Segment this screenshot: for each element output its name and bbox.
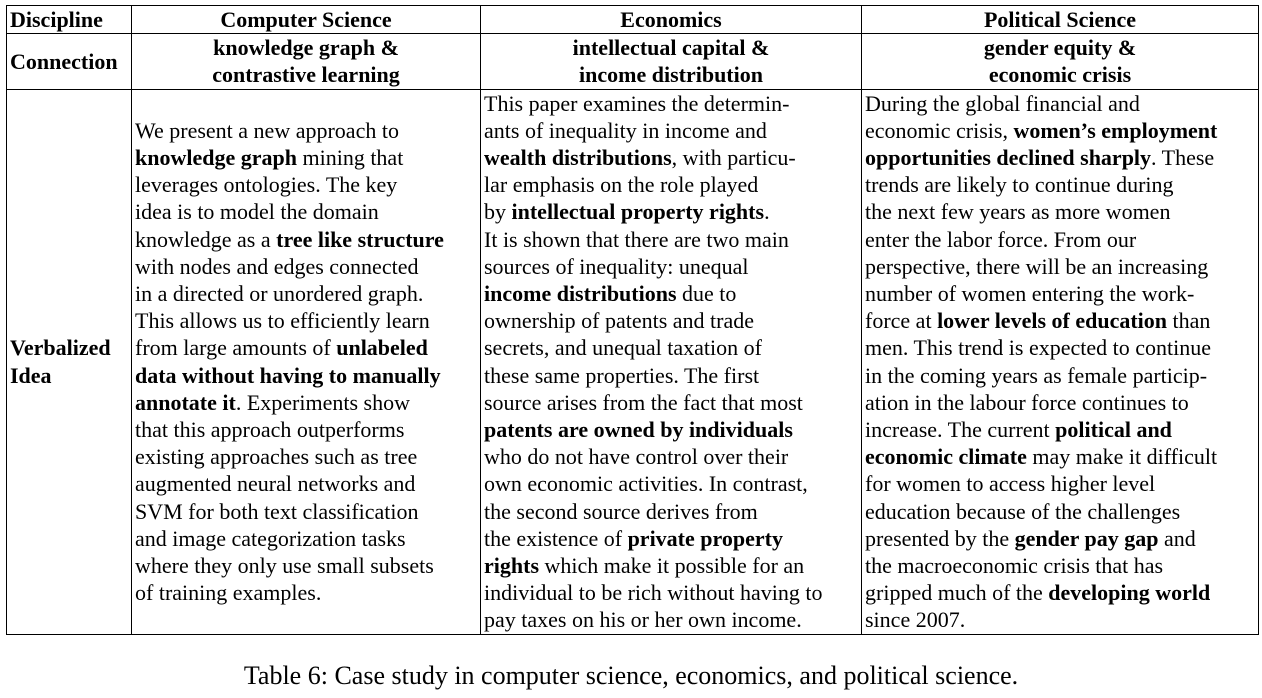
connection-line: knowledge graph & bbox=[213, 35, 399, 61]
text-run: men. This trend is expected to continue bbox=[865, 335, 1212, 361]
text-run: We present a new approach to bbox=[135, 117, 399, 143]
idea-text-line bbox=[484, 226, 858, 253]
text-run: presented by the bbox=[865, 525, 1015, 551]
text-run: may make it difficult bbox=[1026, 444, 1218, 470]
idea-text-line bbox=[484, 117, 858, 144]
idea-text-line bbox=[865, 307, 1255, 334]
text-run: from large amounts of bbox=[135, 335, 337, 361]
text-run: During the global financial and bbox=[865, 90, 1140, 116]
text-run: number of women entering the work- bbox=[865, 281, 1195, 307]
bold-phrase: tree like structure bbox=[276, 226, 444, 252]
idea-political-science bbox=[862, 89, 1259, 634]
bold-phrase: data without having to manually bbox=[135, 362, 441, 388]
text-run: in the coming years as female particip- bbox=[865, 362, 1208, 388]
idea-text-line bbox=[484, 90, 858, 117]
text-run: own economic activities. In contrast, bbox=[484, 471, 808, 497]
text-run: This paper examines the determin- bbox=[484, 90, 790, 116]
text-run: . bbox=[764, 199, 770, 225]
bold-phrase: economic climate bbox=[865, 444, 1027, 470]
text-run: due to bbox=[676, 281, 737, 307]
idea-text-line bbox=[135, 198, 477, 225]
idea-computer-science bbox=[132, 89, 481, 634]
idea-text-line bbox=[135, 362, 477, 389]
text-run: sources of inequality: unequal bbox=[484, 253, 749, 279]
text-run: and image categorization tasks bbox=[135, 525, 406, 551]
text-run: that this approach outperforms bbox=[135, 417, 405, 443]
bold-phrase: patents are owned by individuals bbox=[484, 417, 793, 443]
idea-text-line bbox=[484, 389, 858, 416]
connection-economics bbox=[481, 34, 862, 89]
verbalized-idea-row bbox=[7, 89, 1259, 634]
bold-phrase: income distributions bbox=[484, 281, 677, 307]
idea-text-line bbox=[135, 470, 477, 497]
text-run: the next few years as more women bbox=[865, 199, 1171, 225]
idea-text-line bbox=[484, 498, 858, 525]
connection-computer-science bbox=[132, 34, 481, 89]
idea-text-line bbox=[865, 416, 1255, 443]
idea-text-line bbox=[484, 253, 858, 280]
text-run: leverages ontologies. The key bbox=[135, 172, 398, 198]
text-run: mining that bbox=[296, 145, 404, 170]
idea-text-line bbox=[865, 280, 1255, 307]
idea-text-line bbox=[865, 470, 1255, 497]
idea-text-line bbox=[484, 171, 858, 198]
text-run: idea is to model the domain bbox=[135, 199, 379, 225]
idea-text-line bbox=[135, 334, 477, 361]
idea-text-line bbox=[865, 525, 1255, 552]
blank-line bbox=[135, 90, 477, 117]
text-run: who do not have control over their bbox=[484, 444, 789, 470]
idea-text-line bbox=[135, 443, 477, 470]
text-run: augmented neural networks and bbox=[135, 471, 416, 497]
text-run: and bbox=[1158, 525, 1196, 551]
connection-line: economic crisis bbox=[988, 62, 1132, 88]
bold-phrase: developing world bbox=[1048, 580, 1211, 606]
text-run: SVM for both text classification bbox=[135, 498, 419, 524]
bold-phrase: intellectual property rights bbox=[511, 199, 765, 225]
connection-label: Connection bbox=[7, 34, 132, 89]
text-run: , with particu- bbox=[671, 145, 796, 171]
text-run: source arises from the fact that most bbox=[484, 389, 803, 415]
text-run: ants of inequality in income and bbox=[484, 117, 767, 143]
text-run: for women to access higher level bbox=[865, 471, 1156, 497]
text-run: by bbox=[484, 199, 512, 225]
idea-text-line bbox=[135, 307, 477, 334]
idea-text-line bbox=[135, 552, 477, 579]
bold-phrase: political and bbox=[1055, 417, 1172, 443]
text-run: education because of the challenges bbox=[865, 498, 1181, 524]
idea-text-line bbox=[865, 389, 1255, 416]
idea-text-line bbox=[865, 253, 1255, 280]
idea-text-line bbox=[865, 606, 1255, 633]
text-run: since 2007. bbox=[865, 607, 966, 633]
text-run: these same properties. The first bbox=[484, 362, 760, 388]
text-run: the macroeconomic crisis that has bbox=[865, 553, 1164, 579]
idea-text-line bbox=[865, 579, 1255, 606]
idea-text-line bbox=[865, 90, 1255, 117]
idea-text-line bbox=[135, 579, 477, 606]
idea-text-line bbox=[135, 389, 477, 416]
text-run: knowledge as a bbox=[135, 226, 277, 252]
bold-phrase: private property bbox=[627, 525, 783, 551]
idea-text-line bbox=[135, 498, 477, 525]
idea-text-line bbox=[865, 552, 1255, 579]
text-run: . These bbox=[1151, 145, 1215, 171]
bold-phrase: unlabeled bbox=[336, 335, 428, 361]
idea-text-line bbox=[865, 443, 1255, 470]
idea-text-line bbox=[865, 226, 1255, 253]
bold-phrase: lower levels of education bbox=[937, 308, 1168, 334]
text-run: trends are likely to continue during bbox=[865, 172, 1174, 198]
idea-text-line bbox=[484, 443, 858, 470]
idea-text-line bbox=[135, 253, 477, 280]
idea-text-line bbox=[865, 498, 1255, 525]
bold-phrase: wealth distributions bbox=[484, 145, 672, 171]
bold-phrase: women’s employment bbox=[1013, 117, 1218, 143]
text-run: ation in the labour force continues to bbox=[865, 389, 1189, 415]
idea-text-line bbox=[865, 144, 1255, 171]
idea-text-line bbox=[484, 579, 858, 606]
text-run: of training examples. bbox=[135, 580, 322, 606]
idea-text-line bbox=[865, 117, 1255, 144]
text-run: lar emphasis on the role played bbox=[484, 172, 759, 198]
case-study-table bbox=[6, 5, 1259, 635]
header-computer-science: Computer Science bbox=[132, 6, 481, 34]
bold-phrase: gender pay gap bbox=[1014, 525, 1159, 551]
idea-text-line bbox=[865, 198, 1255, 225]
text-run: secrets, and unequal taxation of bbox=[484, 335, 762, 361]
text-run: where they only use small subsets bbox=[135, 553, 434, 579]
idea-text-line bbox=[135, 144, 477, 171]
idea-text-line bbox=[484, 334, 858, 361]
bold-phrase: knowledge graph bbox=[135, 145, 297, 170]
text-run: It is shown that there are two main bbox=[484, 226, 789, 252]
bold-phrase: opportunities declined sharply bbox=[865, 145, 1152, 171]
connection-political-science bbox=[862, 34, 1259, 89]
idea-text-line bbox=[865, 362, 1255, 389]
connection-row bbox=[7, 34, 1259, 89]
idea-economics bbox=[481, 89, 862, 634]
idea-text-line bbox=[484, 280, 858, 307]
text-run: enter the labor force. From our bbox=[865, 226, 1137, 252]
idea-label-line: Verbalized bbox=[10, 335, 111, 361]
idea-text-line bbox=[484, 144, 858, 171]
connection-line: income distribution bbox=[579, 62, 763, 88]
text-run: in a directed or unordered graph. bbox=[135, 281, 424, 307]
connection-line: contrastive learning bbox=[212, 62, 400, 88]
text-run: individual to be rich without having to bbox=[484, 580, 823, 606]
idea-text-line bbox=[484, 525, 858, 552]
idea-text-line bbox=[135, 171, 477, 198]
text-run: the second source derives from bbox=[484, 498, 758, 524]
idea-label-line: Idea bbox=[10, 362, 52, 388]
idea-text-line bbox=[484, 362, 858, 389]
idea-text-line bbox=[865, 334, 1255, 361]
idea-text-line bbox=[484, 416, 858, 443]
text-run: economic crisis, bbox=[865, 117, 1014, 143]
text-run: This allows us to efficiently learn bbox=[135, 308, 430, 334]
bold-phrase: rights bbox=[484, 553, 539, 579]
text-run: increase. The current bbox=[865, 417, 1056, 443]
idea-text-line bbox=[135, 280, 477, 307]
idea-text-line bbox=[865, 171, 1255, 198]
connection-line: gender equity & bbox=[983, 35, 1137, 61]
text-run: with nodes and edges connected bbox=[135, 253, 419, 279]
text-run: force at bbox=[865, 308, 938, 334]
text-run: which make it possible for an bbox=[539, 553, 805, 579]
text-run: gripped much of the bbox=[865, 580, 1049, 606]
text-run: existing approaches such as tree bbox=[135, 444, 418, 470]
idea-text-line bbox=[484, 470, 858, 497]
idea-text-line bbox=[135, 416, 477, 443]
idea-text-line bbox=[135, 525, 477, 552]
header-political-science: Political Science bbox=[862, 6, 1259, 34]
text-run: ownership of patents and trade bbox=[484, 308, 755, 334]
connection-line: intellectual capital & bbox=[572, 35, 770, 61]
idea-text-line bbox=[484, 606, 858, 633]
idea-text-line bbox=[135, 226, 477, 253]
discipline-label: Discipline bbox=[7, 6, 132, 34]
text-run: pay taxes on his or her own income. bbox=[484, 607, 802, 633]
verbalized-idea-label bbox=[7, 89, 132, 634]
idea-text-line bbox=[135, 117, 477, 144]
header-economics: Economics bbox=[481, 6, 862, 34]
idea-text-line bbox=[484, 198, 858, 225]
idea-text-line bbox=[484, 307, 858, 334]
header-row bbox=[7, 6, 1259, 34]
text-run: the existence of bbox=[484, 525, 628, 551]
bold-phrase: annotate it bbox=[135, 389, 236, 415]
idea-text-line bbox=[484, 552, 858, 579]
text-run: perspective, there will be an increasing bbox=[865, 253, 1209, 279]
table-caption: Table 6: Case study in computer science, economics, and political science. bbox=[243, 661, 1019, 690]
text-run: . Experiments show bbox=[235, 389, 410, 415]
text-run: than bbox=[1167, 308, 1211, 334]
